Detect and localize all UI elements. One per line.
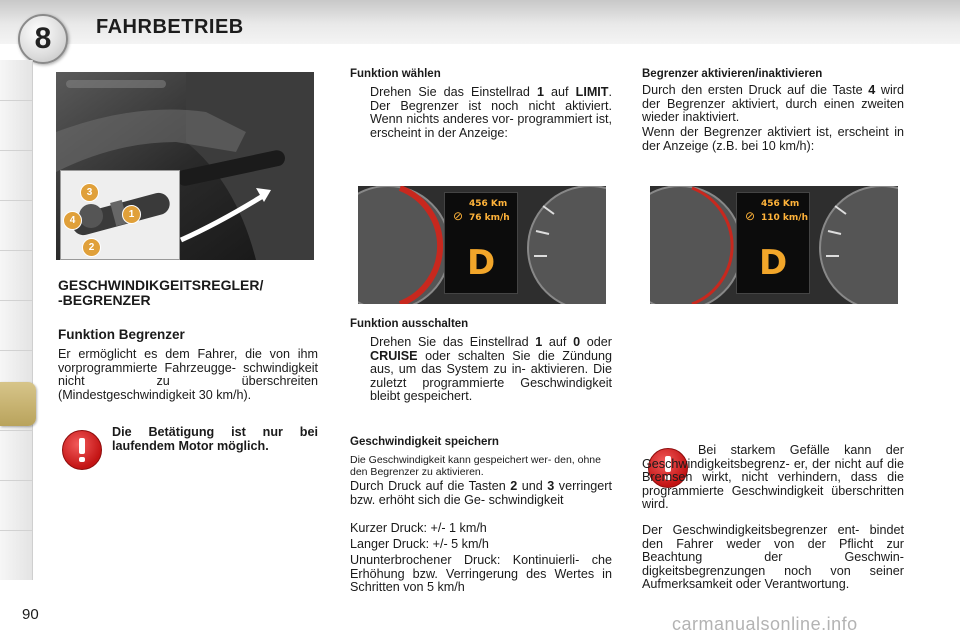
- tab-divider: [0, 150, 32, 151]
- subheading-funktion-begrenzer: Funktion Begrenzer: [58, 327, 185, 342]
- tab-divider: [0, 480, 32, 481]
- section-title-line-1: GESCHWINDIKGEITSREGLER/: [58, 277, 264, 293]
- active-chapter-tab[interactable]: [0, 382, 36, 426]
- speichern-intro: Die Geschwindigkeit kann gespeichert wer- den, ohne den Begrenzer zu aktivieren.: [350, 454, 601, 478]
- speed-limiter-icon: ⊘: [453, 209, 464, 223]
- tab-divider: [0, 200, 32, 201]
- callout-4: 4: [63, 211, 82, 230]
- instrument-display-limit: [358, 186, 606, 304]
- tab-divider: [0, 300, 32, 301]
- display-speed: 76 km/h: [469, 213, 510, 223]
- wahlen-step: [350, 86, 612, 140]
- heading-funktion-wahlen: Funktion wählen: [350, 68, 441, 80]
- display-gear: D: [467, 243, 496, 283]
- ausschalten-text: Drehen Sie das Einstellrad 1 auf 0 oder CRUISE oder schalten Sie die Zündung aus, um das System zu in- aktivieren. Die zuletzt programmierte Geschwindigkeit bleibt gespeichert.: [370, 335, 612, 404]
- chapter-number-badge: 8: [18, 14, 68, 64]
- watermark: carmanualsonline.info: [672, 614, 858, 634]
- warning-motor-running: Die Betätigung ist nur bei laufendem Motor möglich.: [112, 425, 318, 453]
- kurzer-druck: Kurzer Druck: +/- 1 km/h: [350, 521, 487, 535]
- heading-funktion-ausschalten: Funktion ausschalten: [350, 318, 469, 330]
- heading-geschwindigkeit-speichern: Geschwindigkeit speichern: [350, 436, 499, 448]
- begrenzer-description: Er ermöglicht es dem Fahrer, die von ihm vorprogrammierte Fahrzeugge- schwindigkeit nicht zu überschreiten (Mindestgeschwindigkeit 30 km/h).: [58, 347, 318, 402]
- display-odometer: 456 Km: [469, 199, 508, 209]
- instrument-display-active: [650, 186, 898, 304]
- callout-1: 1: [122, 205, 141, 224]
- chapter-tabs: [0, 60, 33, 580]
- tab-divider: [0, 100, 32, 101]
- heading-begrenzer-aktivieren: Begrenzer aktivieren/inaktivieren: [642, 68, 823, 80]
- tab-divider: [0, 350, 32, 351]
- warning-icon: [62, 430, 102, 470]
- matrix-display: [736, 192, 810, 294]
- warning-verantwortung: Der Geschwindigkeitsbegrenzer ent- bindet den Fahrer weder von der Pflicht zur Beachtung der Geschwin- digkeitsbegrenzungen noch von seiner Aufmerksamkeit oder Verantwortung.: [642, 523, 904, 592]
- chapter-title: FAHRBETRIEB: [96, 16, 244, 38]
- wahlen-text: Drehen Sie das Einstellrad 1 auf LIMIT. Der Begrenzer ist noch nicht aktiviert. Wenn nichts anderes vor- programmiert ist, erscheint in der Anzeige:: [370, 85, 612, 140]
- page-number: 90: [22, 606, 39, 623]
- aktiviert-anzeige-text: Wenn der Begrenzer aktiviert ist, erscheint in der Anzeige (z.B. bei 10 km/h):: [642, 125, 904, 153]
- tab-divider: [0, 430, 32, 431]
- display-gear: D: [759, 243, 788, 283]
- section-title-line-2: -BEGRENZER: [58, 292, 151, 308]
- speichern-text: Durch Druck auf die Tasten 2 und 3 verringert bzw. erhöht sich die Ge- schwindigkeit: [350, 479, 612, 507]
- matrix-display: [444, 192, 518, 294]
- speed-limiter-icon: ⊘: [745, 209, 756, 223]
- callout-3: 3: [80, 183, 99, 202]
- warning-gefaelle: Bei starkem Gefälle kann der Geschwindigkeitsbegrenz- er, der nicht auf die Bremsen wirkt, nicht verhindern, dass die programmierte Geschwindigkeit überschritten wird.: [642, 443, 904, 512]
- callout-2: 2: [82, 238, 101, 257]
- ausschalten-step: [350, 336, 612, 404]
- ununterbrochener-druck: Ununterbrochener Druck: Kontinuierli- che Erhöhung bzw. Verringerung des Wertes in Schritten von 5 km/h: [350, 553, 612, 595]
- tab-divider: [0, 250, 32, 251]
- aktivieren-text: Durch den ersten Druck auf die Taste 4 wird der Begrenzer aktiviert, durch einen zweiten wieder inaktiviert.: [642, 83, 904, 125]
- tab-divider: [0, 530, 32, 531]
- display-odometer: 456 Km: [761, 199, 800, 209]
- langer-druck: Langer Druck: +/- 5 km/h: [350, 537, 489, 551]
- display-speed: 110 km/h: [761, 213, 808, 223]
